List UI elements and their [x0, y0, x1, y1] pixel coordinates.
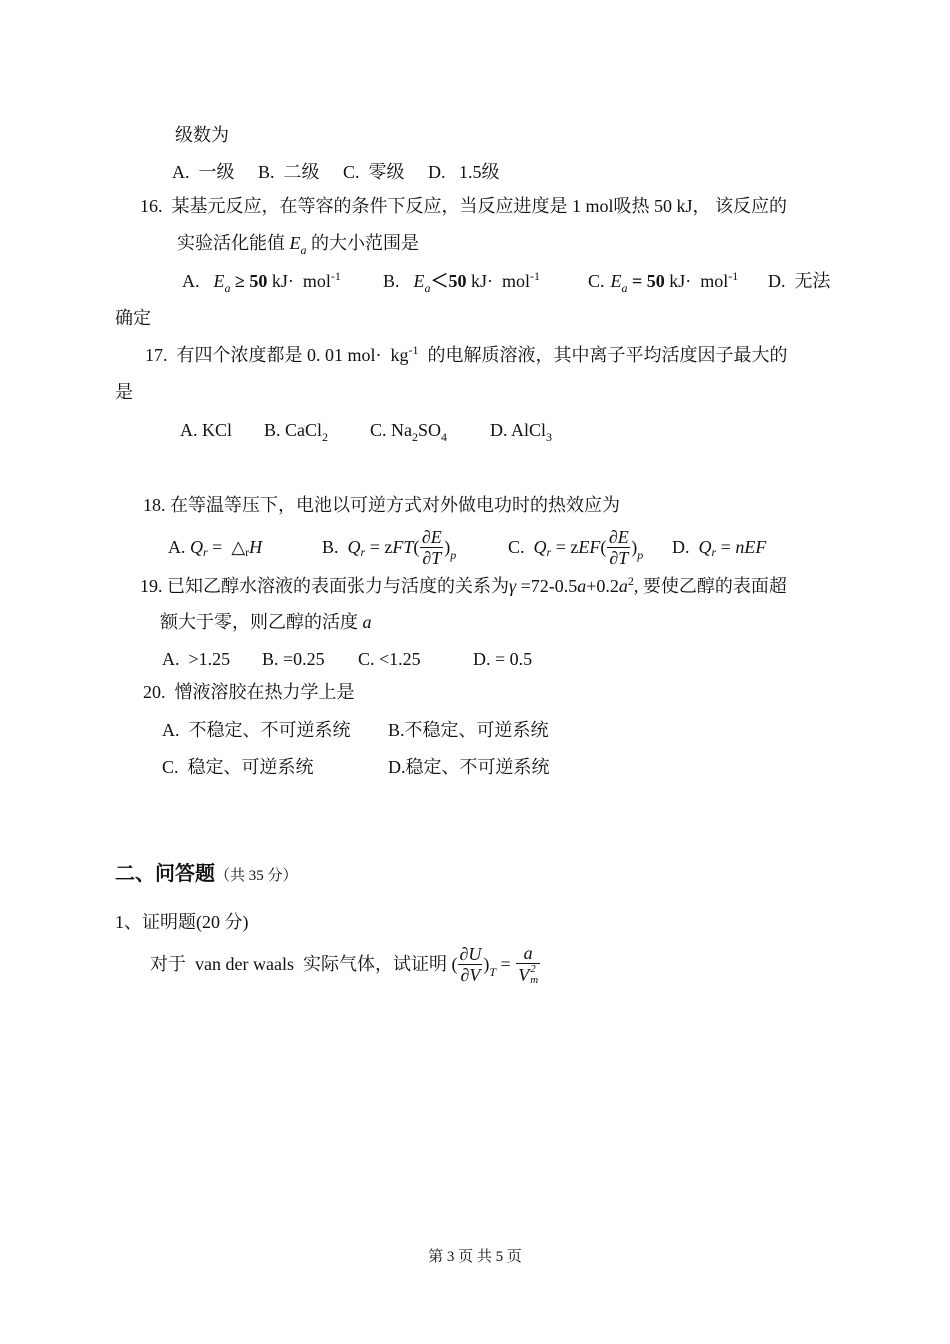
q18-option-d-q-sub: r	[711, 545, 717, 559]
q17-stem-pre: 17. 有四个浓度都是 0. 01 mol· kg	[145, 345, 409, 365]
q18-option-c	[508, 524, 643, 570]
q17-option-d	[490, 418, 552, 442]
q18-option-b-derivative-den: ∂T	[422, 547, 442, 568]
q19-option-a-text: A. >1.25	[162, 649, 231, 669]
proof-close-paren: )	[483, 954, 490, 974]
proof-rhs-den-v: V	[518, 964, 530, 985]
q19-activity-a2: a	[618, 576, 628, 596]
q16-stem-line1	[140, 194, 787, 218]
q17-stem-post: 的电解质溶液，其中离子平均活度因子最大的	[418, 345, 788, 365]
q19-option-b-text: B. =0.25	[262, 649, 325, 669]
q19-stem-pre: 19. 已知乙醇水溶液的表面张力与活度的关系为	[140, 576, 509, 596]
q19-option-d	[473, 647, 532, 671]
q19-option-a	[162, 647, 230, 671]
q17-option-a	[180, 418, 232, 442]
q16-option-d-wrap-text: 确定	[115, 308, 151, 328]
proof-derivative-sub: T	[489, 965, 497, 979]
proof-rhs-den-sup: 2	[530, 962, 536, 975]
q18-option-a-q: Q	[190, 537, 203, 557]
q17-option-b	[264, 418, 328, 442]
q17-stem-wrap	[115, 380, 133, 404]
q18-option-b-coef: FT	[392, 537, 414, 557]
q18-option-a-h: H	[249, 537, 263, 557]
q15-option-c-text: C. 零级	[343, 162, 405, 182]
q16-stem-line2-pre: 实验活化能值	[177, 233, 290, 253]
q18-option-a	[168, 524, 262, 570]
proof-rhs-den-scripts	[530, 964, 538, 986]
q19-stem-line2-pre: 额大于零，则乙醇的活度	[160, 612, 363, 632]
q20-option-a	[162, 718, 351, 742]
proof-derivative-den: ∂V	[460, 964, 481, 985]
q17-option-c-sub1: 2	[412, 430, 418, 444]
q18-option-c-derivative	[607, 527, 630, 568]
q19-option-b	[262, 647, 325, 671]
q15-option-d-text: D. 1.5级	[428, 162, 500, 182]
q17-option-a-text: A. KCl	[180, 420, 233, 440]
q18-option-c-q: Q	[533, 537, 547, 557]
q19-eq-part1: =72-0.5	[516, 576, 578, 596]
proof-rhs-fraction	[516, 943, 540, 986]
q20-stem	[143, 680, 355, 704]
q16-stem-line2	[177, 231, 419, 255]
q16-option-c-unit: kJ· mol	[664, 271, 729, 291]
q20-stem-text: 20. 憎液溶胶在热力学上是	[143, 682, 355, 702]
proof-derivative-num: ∂U	[459, 943, 482, 964]
q18-option-b-derivative	[420, 527, 443, 568]
q15-stem-tail	[175, 123, 229, 147]
proof-rhs-num: a	[523, 942, 533, 963]
q16-option-c-symbol: E	[610, 271, 622, 291]
q15-option-d	[428, 160, 500, 184]
q16-option-a-relation: ≥ 50	[230, 271, 268, 291]
q19-stem-line2	[160, 610, 372, 634]
q16-stem-line1-text: 16. 某基元反应，在等容的条件下反应，当反应进度是 1 mol吸热 50 kJ， 该反应的	[140, 196, 788, 216]
q16-option-b-unit: kJ· mol	[466, 271, 531, 291]
q19-activity-a3: a	[362, 612, 372, 632]
q16-option-b-relation: ＜50	[430, 271, 467, 291]
q18-option-b	[322, 524, 456, 570]
q16-option-a-symbol: E	[213, 271, 225, 291]
q19-activity-a1: a	[577, 576, 587, 596]
q18-option-d-q: Q	[698, 537, 712, 557]
q19-option-d-text: D. = 0.5	[473, 649, 533, 669]
q15-option-a-text: A. 一级	[172, 162, 235, 182]
q16-option-c-label: C.	[588, 271, 605, 291]
q16-option-b-symbol-sub: a	[424, 281, 431, 295]
q18-option-c-derivative-sub: p	[637, 548, 644, 562]
section2-heading-text: 二、问答题	[115, 861, 215, 885]
q17-option-c-main: C. Na	[370, 420, 412, 440]
section2-points: （共 35 分）	[215, 868, 298, 884]
q20-option-c-text: C. 稳定、可逆系统	[162, 757, 314, 777]
q18-option-c-derivative-num: ∂E	[608, 526, 629, 547]
activation-energy-symbol: E	[289, 233, 301, 253]
q18-option-b-q-sub: r	[360, 545, 366, 559]
q18-option-b-label: B.	[322, 537, 348, 557]
q16-option-a-symbol-sub: a	[224, 281, 231, 295]
q18-option-a-q-sub: r	[203, 545, 208, 559]
q16-stem-line2-post: 的大小范围是	[306, 233, 419, 253]
q17-option-c-mid: SO	[418, 420, 442, 440]
q19-stem	[140, 574, 787, 598]
q16-option-a-unit-sup: -1	[330, 269, 341, 283]
page-number: 第 3 页 共 5 页	[428, 1249, 522, 1265]
q20-option-a-text: A. 不稳定、不可逆系统	[162, 720, 351, 740]
proof-intro: 对于 van der waals 实际气体，试证明	[150, 954, 452, 974]
q16-option-c	[588, 269, 738, 293]
proof-derivative	[458, 944, 482, 985]
q15-stem-tail-text: 级数为	[175, 125, 229, 145]
q18-option-c-coef: EF	[578, 537, 601, 557]
q18-option-a-label: A.	[168, 537, 190, 557]
proof-rhs-den-sub: m	[530, 973, 539, 986]
q20-option-d	[388, 755, 550, 779]
q19-activity-sup: 2	[627, 574, 634, 588]
proof-rhs-den	[516, 963, 540, 986]
q17-stem-sup: -1	[408, 343, 419, 357]
section2-q1-title-text: 1、证明题(20 分)	[115, 912, 249, 932]
q17-option-d-main: D. AlCl	[490, 420, 547, 440]
q18-option-c-open-paren: (	[600, 537, 607, 557]
q20-option-b-text: B.不稳定、可逆系统	[388, 720, 549, 740]
activation-energy-subscript: a	[300, 243, 307, 257]
q18-option-c-eq: =	[551, 537, 571, 557]
q18-option-b-close-paren: )	[444, 537, 451, 557]
q18-option-b-q: Q	[347, 537, 361, 557]
q20-option-d-text: D.稳定、不可逆系统	[388, 757, 550, 777]
q18-option-d-label: D.	[672, 537, 699, 557]
q16-option-d-wrap	[115, 306, 151, 330]
q18-option-c-derivative-den: ∂T	[609, 547, 629, 568]
q18-stem	[143, 493, 620, 517]
q17-option-c	[370, 418, 447, 442]
q16-option-a-label: A.	[182, 271, 200, 291]
q16-option-d	[768, 269, 831, 293]
q16-option-c-symbol-sub: a	[621, 281, 628, 295]
page-footer	[0, 1245, 950, 1269]
q19-gamma: γ	[509, 576, 517, 596]
q20-option-b	[388, 718, 549, 742]
section2-q1-title	[115, 910, 249, 934]
q17-stem-wrap-text: 是	[115, 382, 133, 402]
q18-option-c-z: z	[570, 537, 579, 557]
q16-option-c-unit-sup: -1	[728, 269, 739, 283]
q17-stem	[145, 343, 788, 367]
q19-eq-part2: +0.2	[586, 576, 619, 596]
q18-option-d-rhs: nEF	[735, 537, 767, 557]
q18-option-c-q-sub: r	[546, 545, 552, 559]
q18-option-a-eq: = △	[207, 537, 246, 557]
q18-option-d-eq: =	[716, 537, 736, 557]
proof-eq: =	[496, 954, 516, 974]
q18-option-a-delta-sub: r	[245, 545, 250, 559]
q18-stem-text: 18. 在等温等压下，电池以可逆方式对外做电功时的热效应为	[143, 495, 620, 515]
q15-option-b	[258, 160, 320, 184]
q18-option-b-open-paren: (	[413, 537, 420, 557]
q16-option-b-unit-sup: -1	[530, 269, 541, 283]
q17-option-c-sub2: 4	[441, 430, 448, 444]
q18-option-c-label: C.	[508, 537, 534, 557]
q15-option-b-text: B. 二级	[258, 162, 320, 182]
q16-option-c-relation: = 50	[627, 271, 665, 291]
q17-option-b-main: B. CaCl	[264, 420, 323, 440]
q17-option-d-sub: 3	[546, 430, 553, 444]
q15-option-c	[343, 160, 405, 184]
q16-option-b-label: B.	[383, 271, 400, 291]
proof-open-paren: (	[451, 954, 458, 974]
q18-option-b-derivative-sub: p	[450, 548, 457, 562]
q17-option-b-sub: 2	[322, 430, 329, 444]
q18-option-b-z: z	[384, 537, 393, 557]
q19-option-c-text: C. <1.25	[358, 649, 421, 669]
q16-option-d-text: D. 无法	[768, 271, 831, 291]
proof-statement	[150, 941, 541, 987]
q18-option-c-close-paren: )	[631, 537, 638, 557]
q18-option-b-eq: =	[365, 537, 385, 557]
q16-option-b	[383, 269, 540, 293]
q19-stem-post: , 要使乙醇的表面超	[633, 576, 787, 596]
q16-option-a-unit: kJ· mol	[267, 271, 331, 291]
q19-option-c	[358, 647, 421, 671]
q16-option-b-symbol: E	[413, 271, 425, 291]
q16-option-a	[182, 269, 341, 293]
q18-option-b-derivative-num: ∂E	[421, 526, 442, 547]
section2-heading	[115, 861, 298, 885]
q20-option-c	[162, 755, 314, 779]
q18-option-d	[672, 524, 766, 570]
q15-option-a	[172, 160, 235, 184]
